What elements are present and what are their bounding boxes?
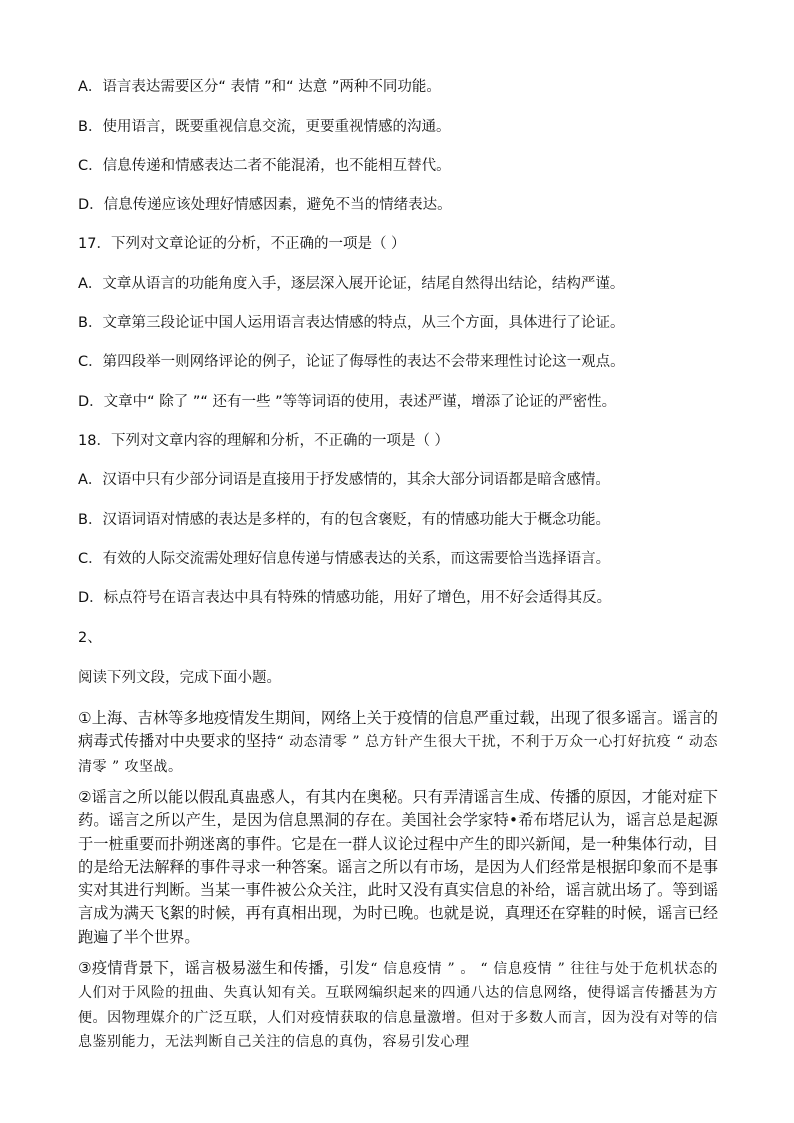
paragraph-3-serif-text: “ 信息疫情 ” 。 “ 信息疫情 ” 往往与处于危机状态的人们对于风险的扭曲、失真认知有关。互联网编织起来的四通八达的信息网络，使得谣言传播甚为方便。因物理媒介的广泛互联，人们对疫情获取的信息量激增。但对于多数人而言，因为没有对等的信息鉴别能力，无法判断自己关注的信息的真伪，容易引发心理 bbox=[78, 961, 719, 1050]
q18-stem: 18．下列对文章内容的理解和分析，不正确的一项是（ ） bbox=[78, 433, 450, 449]
q17-option-c: C．第四段举一则网络评论的例子，论证了侮辱性的表达不会带来理性讨论这一观点。 bbox=[78, 354, 625, 370]
q16-option-c: C．信息传递和情感表达二者不能混淆，也不能相互替代。 bbox=[78, 158, 451, 174]
q18-option-d: D．标点符号在语言表达中具有特殊的情感功能，用好了增色，用不好会适得其反。 bbox=[78, 590, 612, 606]
paragraph-2 bbox=[78, 786, 718, 949]
q16-option-b: B．使用语言，既要重视信息交流，更要重视情感的沟通。 bbox=[78, 119, 451, 135]
paragraph-1-quote-text: “ 动态清零 ” 总方针产生很大干扰，不利于万众一心打好抗疫 “ 动态清零 ” 攻坚战。 bbox=[78, 734, 718, 775]
paragraph-3-text: ③疫情背景下，谣言极易滋生和传播，引发 bbox=[78, 959, 371, 977]
q18-option-b: B．汉语词语对情感的表达是多样的，有的包含褒贬，有的情感功能大于概念功能。 bbox=[78, 512, 610, 528]
paragraph-1 bbox=[78, 707, 718, 779]
q18-option-a: A．汉语中只有少部分词语是直接用于抒发感情的，其余大部分词语都是暗含感情。 bbox=[78, 472, 610, 488]
section-instruction: 阅读下列文段，完成下面小题。 bbox=[78, 670, 281, 686]
paragraph-3 bbox=[78, 957, 718, 1054]
q17-option-b: B．文章第三段论证中国人运用语言表达情感的特点，从三个方面，具体进行了论证。 bbox=[78, 315, 625, 331]
paragraph-2-text: ②谣言之所以能以假乱真蛊惑人，有其内在奥秘。只有弄清谣言生成、传播的原因，才能对症下药。谣言之所以产生，是因为信息黑洞的存在。美国社会学家特•希布塔尼认为，谣言总是起源于一桩重要而扑朔迷离的事件。它是在一群人议论过程中产生的即兴新闻，是一种集体行动，目的是给无法解释的事件寻求一种答案。谣言之所以有市场，是因为人们经常是根据印象而不是事实对其进行判断。当某一事件被公众关注，此时又没有真实信息的补给，谣言就出场了。等到谣言成为满天飞絮的时候，再有真相出现，为时已晚。也就是说，真理还在穿鞋的时候，谣言已经跑遍了半个世界。 bbox=[78, 788, 718, 946]
section-number: 2、 bbox=[78, 630, 102, 646]
paragraph-1-text: ①上海、吉林等多地疫情发生期间，网络上关于疫情的信息严重过载，出现了很多谣言。谣言的病毒式传播对中央要求的坚持 bbox=[78, 709, 718, 751]
q16-option-a: A．语言表达需要区分“ 表情 ”和“ 达意 ”两种不同功能。 bbox=[78, 79, 441, 95]
q16-option-d: D．信息传递应该处理好情感因素，避免不当的情绪表达。 bbox=[78, 197, 452, 213]
q17-option-a: A．文章从语言的功能角度入手，逐层深入展开论证，结尾自然得出结论，结构严谨。 bbox=[78, 276, 625, 292]
q17-stem: 17．下列对文章论证的分析，不正确的一项是（ ） bbox=[78, 236, 406, 252]
q18-option-c: C．有效的人际交流需处理好信息传递与情感表达的关系，而这需要恰当选择语言。 bbox=[78, 551, 611, 567]
q17-option-d: D．文章中“ 除了 ”“ 还有一些 ”等等词语的使用，表述严谨，增添了论证的严密性。 bbox=[78, 394, 617, 410]
